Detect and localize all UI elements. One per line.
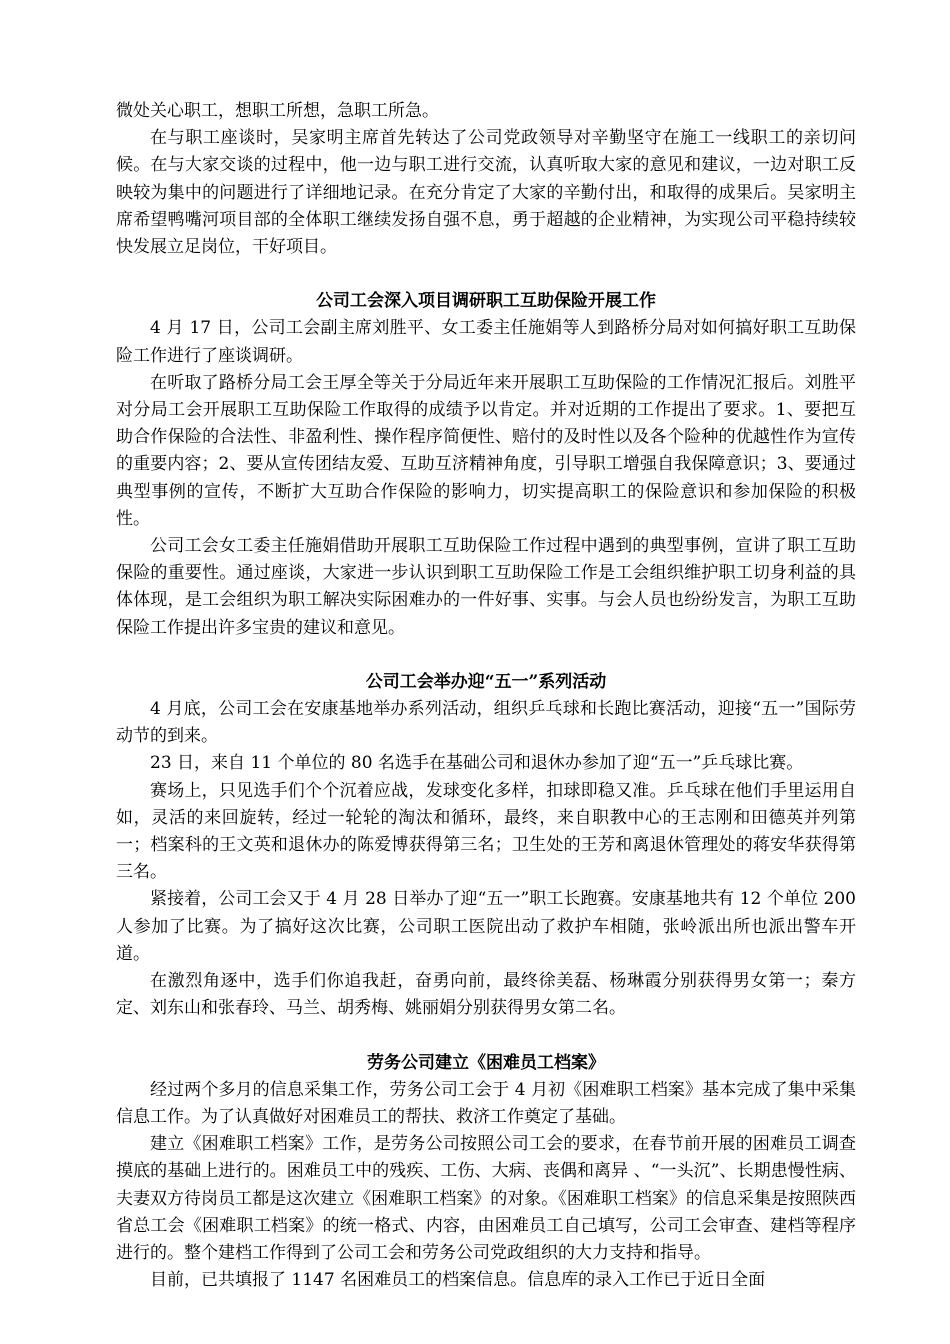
insurance-paragraph-2: 在听取了路桥分局工会王厚全等关于分局近年来开展职工互助保险的工作情况汇报后。刘胜平对分局工会开展职工互助保险工作取得的成绩予以肯定。并对近期的工作提出了要求。1、要把互助合作保险的合法性、非盈利性、操作程序简便性、赔付的及时性以及各个险种的优越性作为宣传的重要内容；2、要从宣传团结友爱、互助互济精神角度，引导职工增强自我保障意识；3、要通过典型事例的宣传，不断扩大互助合作保险的影响力，切实提高职工的保险意识和参加保险的积极性。 [116,372,856,529]
hardship-paragraph-3: 目前，已共填报了 1147 名困难员工的档案信息。信息库的录入工作已于近日全面 [150,1270,766,1291]
section-spacer [116,261,856,288]
section-title-may-day: 公司工会举办迎“五一”系列活动 [365,671,607,692]
intro-paragraph-continued: 微处关心职工，想职工所想，急职工所急。 [116,101,439,121]
insurance-paragraph-1: 4 月 17 日，公司工会副主席刘胜平、女工委主任施娟等人到路桥分局对如何搞好职工互助保险工作进行了座谈调研。 [116,318,856,366]
may-day-paragraph-1: 4 月底，公司工会在安康基地举办系列活动，组织乒乓球和长跑比赛活动，迎接“五一”国际劳动节的到来。 [116,699,856,747]
section-title-hardship-archive: 劳务公司建立《困难员工档案》 [367,1052,605,1073]
section-spacer [116,642,856,669]
may-day-paragraph-2: 23 日，来自 11 个单位的 80 名选手在基础公司和退休办参加了迎“五一”乒乓球比赛。 [150,753,804,774]
section-title-insurance: 公司工会深入项目调研职工互助保险开展工作 [316,291,656,312]
may-day-paragraph-5: 在激烈角逐中，选手们你追我赶，奋勇向前，最终徐美磊、杨琳霞分别获得男女第一；秦方定、刘东山和张春玲、马兰、胡秀梅、姚丽娟分别获得男女第二名。 [116,971,856,1019]
document-page [116,98,856,1294]
intro-paragraph: 在与职工座谈时，吴家明主席首先转达了公司党政领导对辛勤坚守在施工一线职工的亲切问候。在与大家交谈的过程中，他一边与职工进行交流，认真听取大家的意见和建议，一边对职工反映较为集中的问题进行了详细地记录。在充分肯定了大家的辛勤付出，和取得的成果后。吴家明主席希望鸭嘴河项目部的全体职工继续发扬自强不息，勇于超越的企业精神，为实现公司平稳持续较快发展立足岗位，干好项目。 [116,128,856,258]
hardship-paragraph-2: 建立《困难职工档案》工作，是劳务公司按照公司工会的要求，在春节前开展的困难员工调查摸底的基础上进行的。困难员工中的残疾、工伤、大病、丧偶和离异 、“一头沉”、长期患慢性病、夫妻双方待岗员工都是这次建立《困难职工档案》的对象。《困难职工档案》的信息采集是按照陕西省总工会《困难职工档案》的统一格式、内容，由困难员工自己填写，公司工会审查、建档等程序进行的。整个建档工作得到了公司工会和劳务公司党政组织的大力支持和指导。 [116,1134,856,1263]
section-spacer [116,1023,856,1050]
may-day-paragraph-4: 紧接着，公司工会又于 4 月 28 日举办了迎“五一”职工长跑赛。安康基地共有 12 个单位 200 人参加了比赛。为了搞好这次比赛，公司职工医院出动了救护车相随，张岭派出所也派出警车开道。 [116,889,856,964]
insurance-paragraph-3: 公司工会女工委主任施娟借助开展职工互助保险工作过程中遇到的典型事例，宣讲了职工互助保险的重要性。通过座谈，大家进一步认识到职工互助保险工作是工会组织维护职工切身利益的具体体现，是工会组织为职工解决实际困难办的一件好事、实事。与会人员也纷纷发言，为职工互助保险工作提出许多宝贵的建议和意见。 [116,536,856,638]
may-day-paragraph-3: 赛场上，只见选手们个个沉着应战，发球变化多样，扣球即稳又准。乒乓球在他们手里运用自如，灵活的来回旋转，经过一轮轮的淘汰和循环，最终，来自职教中心的王志刚和田德英并列第一；档案科的王文英和退休办的陈爱博获得第三名；卫生处的王芳和离退休管理处的蒋安华获得第三名。 [116,780,856,883]
hardship-paragraph-1: 经过两个多月的信息采集工作，劳务公司工会于 4 月初《困难职工档案》基本完成了集中采集信息工作。为了认真做好对困难员工的帮扶、救济工作奠定了基础。 [116,1079,856,1127]
